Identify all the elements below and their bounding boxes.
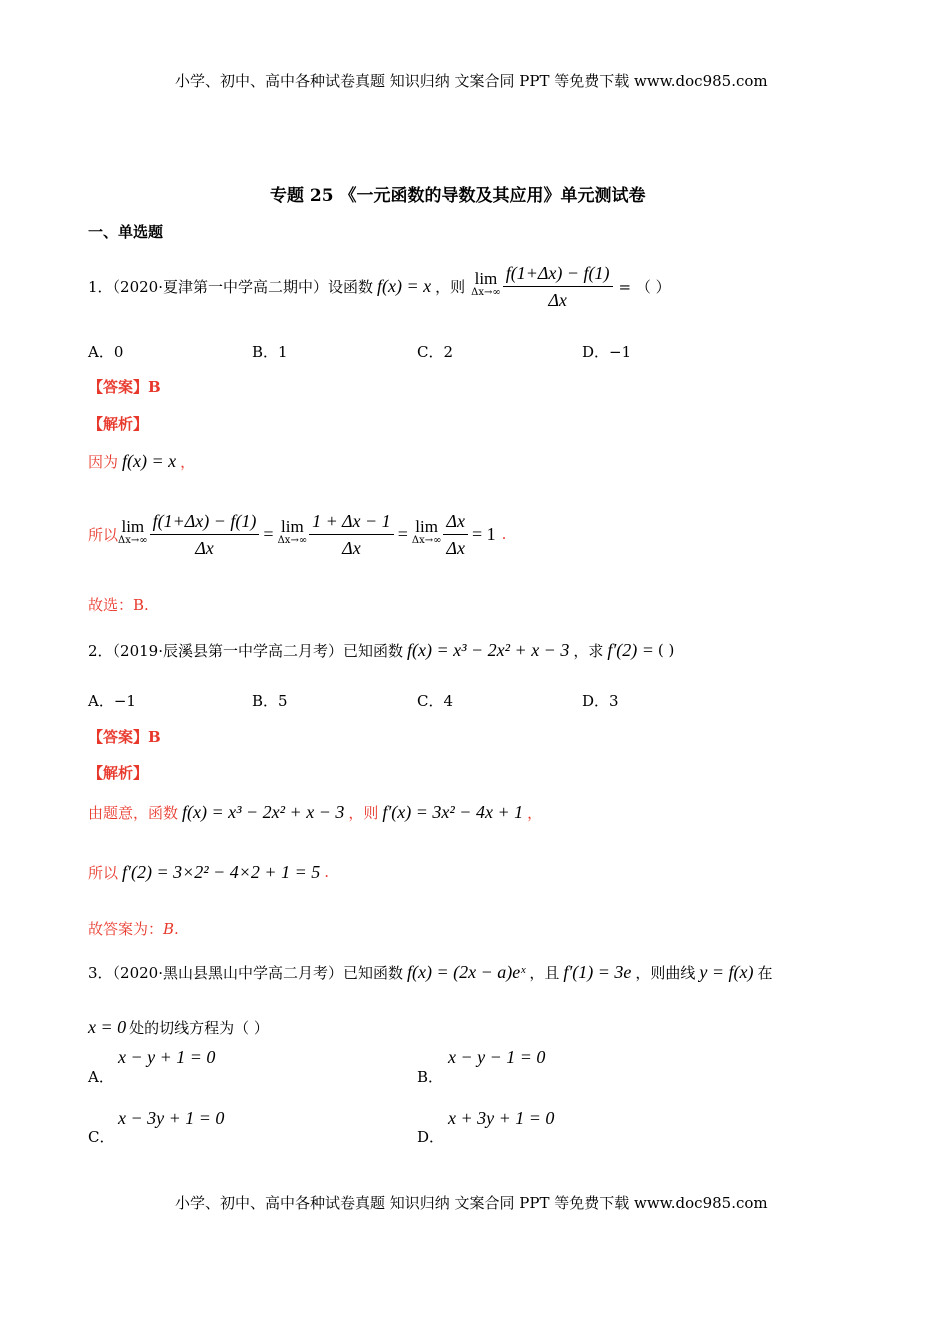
q3-stem-line2: [88, 1012, 269, 1042]
q2-stem-mid: ，求: [573, 641, 604, 660]
q3-option-b: x − y − 1 = 0: [448, 1047, 546, 1067]
q2-final: [88, 918, 179, 939]
q3-condition: f′(1) = 3e: [563, 961, 632, 982]
q1-l1-post: ，: [180, 452, 196, 471]
q3-stem-mid: ，且: [529, 963, 560, 982]
q1-stem-text: 1．（2020·夏津第一中学高二期中）设函数: [88, 277, 373, 296]
q1-analysis-line1: [88, 446, 195, 476]
q1-option-d: D．−1: [582, 343, 632, 361]
lim-subscript: Δx→∞: [471, 287, 501, 298]
q2-stem-text: 2．（2019·辰溪县第一中学高二月考）已知函数: [88, 641, 403, 660]
q1-l2-limit-1: [118, 517, 148, 548]
lim-subscript: Δx→∞: [118, 535, 148, 546]
q3-option-d-label: D．: [417, 1128, 445, 1146]
q2-l2-post: .: [324, 863, 329, 881]
q3-stem-text: 3．（2020·黑山县黑山中学高二月考）已知函数: [88, 963, 403, 982]
q2-stem-post: ( ): [657, 641, 675, 659]
q2-l2-pre: 所以: [88, 863, 119, 882]
q3-option-c-label: C．: [88, 1128, 115, 1146]
page-header: 小学、初中、高中各种试卷真题 知识归纳 文案合同 PPT 等免费下载 www.doc985.com: [175, 72, 768, 90]
q1-l2-fraction-3: [443, 508, 468, 561]
section-heading: 一、单选题: [88, 223, 164, 241]
lim-subscript: Δx→∞: [277, 535, 308, 546]
equals-sign: =: [263, 523, 274, 544]
fraction-denominator: Δx: [342, 537, 361, 558]
q3-function: f(x) = (2x − a)eˣ: [407, 961, 526, 982]
lim-symbol: lim: [121, 517, 145, 536]
q2-final-pre: 故答案为：: [88, 920, 164, 938]
q3-curve: y = f(x): [699, 961, 754, 982]
q3-option-b-label: B．: [417, 1068, 444, 1086]
q1-stem-post: = （ ）: [618, 277, 671, 296]
q1-analysis-line2: [88, 502, 506, 566]
question-1-stem: [88, 250, 671, 322]
q3-stem-end: 在: [757, 963, 773, 982]
lim-symbol: lim: [474, 269, 498, 288]
fraction-numerator: f(1+Δx) − f(1): [503, 260, 613, 287]
q2-ask: f′(2) =: [607, 639, 654, 660]
q2-l1-math: f(x) = x³ − 2x² + x − 3: [182, 801, 345, 822]
q2-final-answer: B.: [163, 920, 179, 938]
q2-l1-derivative: f′(x) = 3x² − 4x + 1: [382, 801, 524, 822]
q1-stem-mid: ，则: [435, 277, 466, 296]
q1-answer: 【答案】B: [88, 378, 161, 396]
q2-l2-math: f′(2) = 3×2² − 4×2 + 1 = 5: [122, 861, 321, 882]
q1-option-b: B．1: [252, 343, 288, 361]
q2-answer: 【答案】B: [88, 728, 161, 746]
question-2-stem: [88, 632, 674, 668]
page-title: 专题 25 《一元函数的导数及其应用》单元测试卷: [270, 186, 646, 206]
q3-stem-mid2: ，则曲线: [635, 963, 696, 982]
q2-option-b: B．5: [252, 692, 288, 710]
q2-l1-post: ，: [527, 803, 543, 822]
q3-option-a: x − y + 1 = 0: [118, 1047, 216, 1067]
q1-function: f(x) = x: [377, 275, 432, 296]
fraction-denominator: Δx: [195, 537, 214, 558]
q2-option-a: A．−1: [88, 692, 136, 710]
q2-l1-mid: ，则: [348, 803, 379, 822]
lim-symbol: lim: [281, 517, 304, 536]
q1-l2-fraction-2: [309, 508, 394, 561]
q2-option-c: C．4: [417, 692, 454, 710]
q2-option-d: D．3: [582, 692, 619, 710]
equals-sign: =: [397, 523, 408, 544]
page-footer: 小学、初中、高中各种试卷真题 知识归纳 文案合同 PPT 等免费下载 www.doc985.com: [175, 1194, 768, 1212]
q1-option-c: C．2: [417, 343, 454, 361]
q2-analysis-line1: [88, 794, 542, 830]
q3-line2-math: x = 0: [88, 1016, 127, 1037]
fraction-denominator: Δx: [548, 289, 567, 310]
q2-function: f(x) = x³ − 2x² + x − 3: [407, 639, 570, 660]
q1-limit: [471, 269, 501, 300]
q1-l1-pre: 因为: [88, 452, 119, 471]
q3-option-a-label: A．: [88, 1068, 114, 1086]
q1-l2-dot: .: [501, 525, 507, 543]
q1-l2-result: = 1: [471, 523, 496, 544]
question-3-stem: [88, 952, 773, 992]
q1-option-a: A．0: [88, 343, 124, 361]
q3-line2-text: 处的切线方程为（ ）: [129, 1018, 269, 1037]
q2-analysis-line2: [88, 854, 329, 890]
fraction-denominator: Δx: [446, 537, 465, 558]
q2-analysis-label: 【解析】: [88, 764, 149, 782]
q1-l2-fraction-1: [150, 508, 260, 561]
lim-symbol: lim: [415, 517, 438, 536]
q1-analysis-label: 【解析】: [88, 415, 149, 433]
fraction-numerator: Δx: [443, 508, 468, 535]
q3-option-c: x − 3y + 1 = 0: [118, 1108, 225, 1128]
q1-l2-limit-3: [411, 517, 442, 548]
q1-l2-limit-2: [277, 517, 308, 548]
q3-option-d: x + 3y + 1 = 0: [448, 1108, 555, 1128]
q1-l1-math: f(x) = x: [122, 450, 177, 471]
q1-final: 故选：B.: [88, 596, 149, 614]
q1-fraction: [503, 260, 613, 313]
fraction-numerator: 1 + Δx − 1: [309, 508, 394, 535]
q1-l2-pre: 所以: [88, 525, 119, 544]
q2-l1-pre: 由题意，函数: [88, 803, 179, 822]
fraction-numerator: f(1+Δx) − f(1): [150, 508, 260, 535]
lim-subscript: Δx→∞: [411, 535, 442, 546]
